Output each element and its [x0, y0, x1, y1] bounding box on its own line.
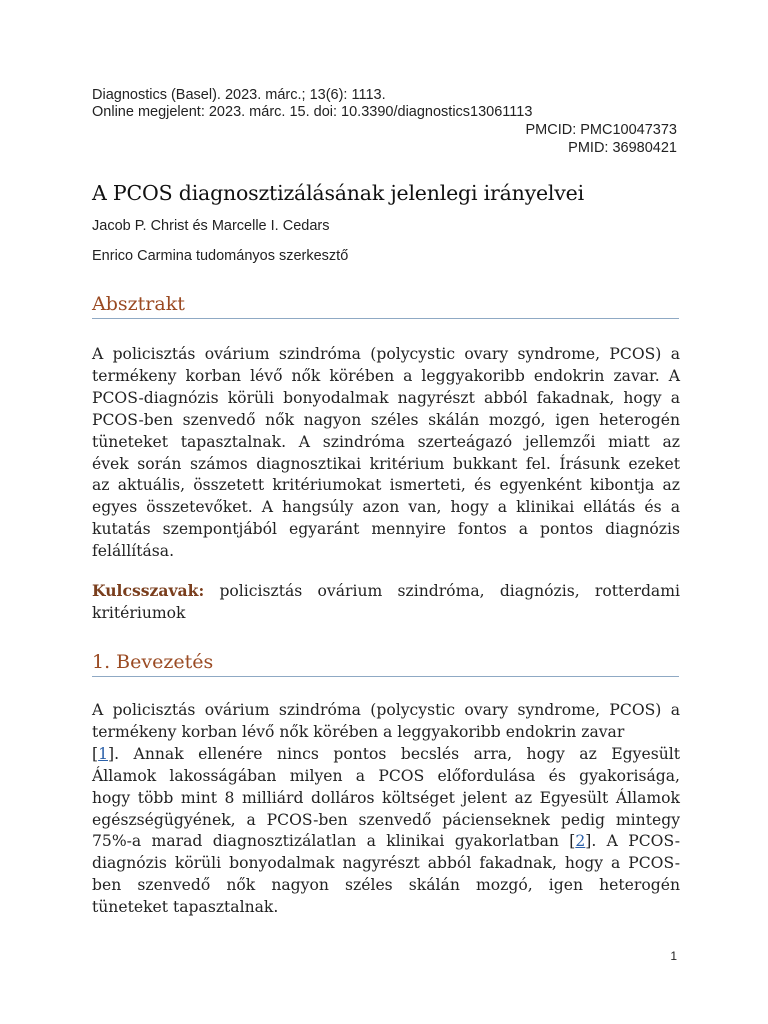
page-number: 1 — [670, 949, 677, 963]
editor: Enrico Carmina tudományos szerkesztő — [92, 248, 349, 264]
abstract-line: PCOS-ben szenvedő nők nagyon széles skálán mozgó, igen heterogén — [92, 410, 680, 429]
intro-text: ]. A PCOS- — [585, 832, 680, 851]
abstract-heading: Absztrakt — [92, 293, 185, 315]
intro-text: 75%-a marad diagnosztizálatlan a klinikai gyakorlatban [ — [92, 832, 576, 851]
abstract-line: az aktuális, összetett kritériumokat ismerteti, és egyenként kibontja az — [92, 476, 680, 495]
keywords-paragraph — [92, 580, 680, 625]
abstract-line: egyes összetevőket. A hangsúly azon van, hogy a klinikai ellátás és a — [92, 498, 680, 517]
abstract-line: tüneteket tapasztalnak. A szindróma szerteágazó jellemzői miatt az — [92, 432, 680, 451]
citation-journal: Diagnostics (Basel). 2023. márc.; 13(6): 1113. — [92, 87, 386, 103]
keywords-label: Kulcsszavak: — [92, 581, 205, 600]
intro-line — [92, 744, 680, 766]
abstract-paragraph — [92, 344, 680, 563]
intro-line: termékeny korban lévő nők körében a leggyakoribb endokrin zavar — [92, 722, 625, 741]
pmid: PMID: 36980421 — [568, 140, 677, 156]
intro-line: A policisztás ovárium szindróma (polycystic ovary syndrome, PCOS) a — [92, 701, 680, 719]
intro-text: ]. Annak ellenére nincs pontos becslés arra, hogy az Egyesült — [108, 744, 680, 763]
intro-line: hogy több mint 8 milliárd dolláros költséget jelent az Egyesült Államok — [92, 788, 680, 807]
introduction-heading: 1. Bevezetés — [92, 651, 214, 673]
abstract-heading-rule — [92, 318, 679, 319]
keywords-line: kritériumok — [92, 603, 186, 622]
reference-link-2[interactable]: 2 — [575, 832, 586, 851]
authors: Jacob P. Christ és Marcelle I. Cedars — [92, 218, 330, 234]
abstract-line: felállítása. — [92, 542, 175, 561]
intro-line — [92, 831, 680, 853]
intro-line: tüneteket tapasztalnak. — [92, 898, 279, 917]
article-title: A PCOS diagnosztizálásának jelenlegi irányelvei — [92, 181, 584, 205]
pmcid: PMCID: PMC10047373 — [525, 122, 677, 138]
intro-line: Államok lakosságában milyen a PCOS előfordulása és gyakorisága, — [92, 766, 680, 785]
abstract-line: A policisztás ovárium szindróma (polycystic ovary syndrome, PCOS) a — [92, 345, 680, 363]
abstract-line: termékeny korban lévő nők körében a leggyakoribb endokrin zavar. A — [92, 366, 680, 385]
citation-doi: Online megjelent: 2023. márc. 15. doi: 10.3390/diagnostics13061113 — [92, 104, 533, 120]
abstract-line: kutatás szempontjából egyaránt mennyire fontos a pontos diagnózis — [92, 520, 680, 539]
reference-link-1[interactable]: 1 — [98, 744, 109, 763]
introduction-heading-rule — [92, 676, 679, 677]
keywords-line — [92, 580, 680, 603]
abstract-line: évek során számos diagnosztikai kritérium bukkant fel. Írásunk ezeket — [92, 454, 680, 473]
abstract-line: PCOS-diagnózis körüli bonyodalmak nagyrészt abból fakadnak, hogy a — [92, 388, 680, 407]
intro-line: egészségügyének, a PCOS-ben szenvedő pácienseknek pedig mintegy — [92, 810, 680, 829]
introduction-paragraph — [92, 700, 680, 919]
intro-text: [ — [92, 744, 99, 763]
intro-line: diagnózis körüli bonyodalmak nagyrészt abból fakadnak, hogy a PCOS- — [92, 854, 680, 873]
intro-line: ben szenvedő nők nagyon széles skálán mozgó, igen heterogén — [92, 876, 680, 895]
keywords-text: policisztás ovárium szindróma, diagnózis, rotterdami — [204, 582, 680, 600]
